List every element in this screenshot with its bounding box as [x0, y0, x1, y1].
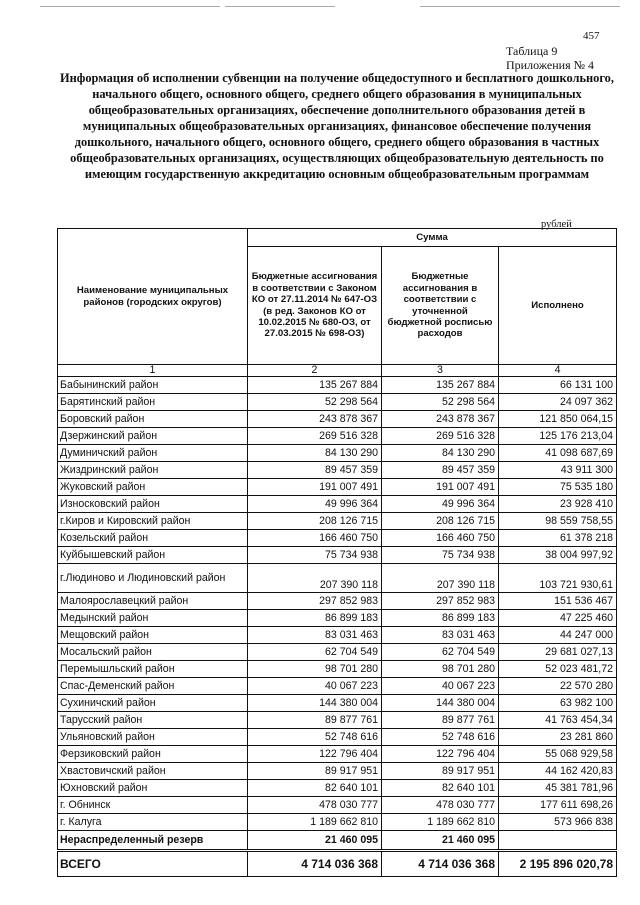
table-row — [58, 445, 617, 462]
column-number: 1 — [58, 365, 248, 377]
executed-cell: 22 570 280 — [499, 678, 617, 695]
subvention-table — [57, 228, 617, 877]
law-allocation-cell: 269 516 328 — [248, 428, 382, 445]
total-revised-allocation: 4 714 036 368 — [382, 851, 499, 877]
district-name: Мосальский район — [58, 644, 248, 661]
law-allocation-cell: 52 748 616 — [248, 729, 382, 746]
executed-cell: 45 381 781,96 — [499, 780, 617, 797]
district-name: Малоярославецкий район — [58, 593, 248, 610]
table-row — [58, 729, 617, 746]
law-allocation-cell: 297 852 983 — [248, 593, 382, 610]
table-label: Таблица 9 — [506, 44, 558, 58]
district-name: Медынский район — [58, 610, 248, 627]
column-header-name: Наименование муниципальных районов (городских округов) — [58, 229, 248, 365]
law-allocation-cell: 52 298 564 — [248, 394, 382, 411]
column-number: 2 — [248, 365, 382, 377]
table-row — [58, 547, 617, 564]
district-name: Перемышльский район — [58, 661, 248, 678]
revised-allocation-cell: 82 640 101 — [382, 780, 499, 797]
executed-cell: 23 928 410 — [499, 496, 617, 513]
revised-allocation-cell: 89 457 359 — [382, 462, 499, 479]
revised-allocation-cell: 89 917 951 — [382, 763, 499, 780]
table-row — [58, 644, 617, 661]
table-row — [58, 678, 617, 695]
table-row — [58, 814, 617, 831]
executed-cell: 75 535 180 — [499, 479, 617, 496]
executed-cell: 177 611 698,26 — [499, 797, 617, 814]
executed-cell: 573 966 838 — [499, 814, 617, 831]
table-row — [58, 746, 617, 763]
law-allocation-cell: 135 267 884 — [248, 377, 382, 394]
district-name: Ульяновский район — [58, 729, 248, 746]
district-name: Спас-Деменский район — [58, 678, 248, 695]
executed-cell: 38 004 997,92 — [499, 547, 617, 564]
district-name: Юхновский район — [58, 780, 248, 797]
revised-allocation-cell: 83 031 463 — [382, 627, 499, 644]
table-row — [58, 712, 617, 729]
law-allocation-cell: 83 031 463 — [248, 627, 382, 644]
revised-allocation-cell: 122 796 404 — [382, 746, 499, 763]
district-name: Барятинский район — [58, 394, 248, 411]
appendix-label: Приложения № 4 — [506, 58, 595, 72]
table-row — [58, 462, 617, 479]
district-name: Козельский район — [58, 530, 248, 547]
total-law-allocation: 4 714 036 368 — [248, 851, 382, 877]
revised-allocation-cell: 135 267 884 — [382, 377, 499, 394]
executed-cell: 41 763 454,34 — [499, 712, 617, 729]
table-row — [58, 695, 617, 712]
executed-cell: 23 281 860 — [499, 729, 617, 746]
executed-cell: 55 068 929,58 — [499, 746, 617, 763]
table-row — [58, 428, 617, 445]
revised-allocation-cell: 144 380 004 — [382, 695, 499, 712]
reserve-revised-allocation: 21 460 095 — [382, 831, 499, 851]
revised-allocation-cell: 208 126 715 — [382, 513, 499, 530]
column-header-law-allocation: Бюджетные ассигнования в соответствии с Законом КО от 27.11.2014 № 647-ОЗ (в ред. Законов КО от 10.02.2015 № 680-ОЗ, от 27.03.2015 № 698-ОЗ) — [248, 247, 382, 365]
table-row — [58, 496, 617, 513]
executed-cell: 121 850 064,15 — [499, 411, 617, 428]
district-name: г. Калуга — [58, 814, 248, 831]
law-allocation-cell: 243 878 367 — [248, 411, 382, 428]
revised-allocation-cell: 84 130 290 — [382, 445, 499, 462]
executed-cell: 66 131 100 — [499, 377, 617, 394]
revised-allocation-cell: 52 748 616 — [382, 729, 499, 746]
scan-artifact-line — [40, 6, 220, 7]
total-name: ВСЕГО — [58, 851, 248, 877]
column-header-revised-allocation: Бюджетные ассигнования в соответствии с уточненной бюджетной росписью расходов — [382, 247, 499, 365]
revised-allocation-cell: 86 899 183 — [382, 610, 499, 627]
revised-allocation-cell: 269 516 328 — [382, 428, 499, 445]
revised-allocation-cell: 191 007 491 — [382, 479, 499, 496]
law-allocation-cell: 49 996 364 — [248, 496, 382, 513]
district-name: г. Обнинск — [58, 797, 248, 814]
law-allocation-cell: 144 380 004 — [248, 695, 382, 712]
executed-cell: 44 162 420,83 — [499, 763, 617, 780]
table-row — [58, 593, 617, 610]
law-allocation-cell: 40 067 223 — [248, 678, 382, 695]
revised-allocation-cell: 207 390 118 — [382, 564, 499, 593]
table-row — [58, 564, 617, 593]
executed-cell: 47 225 460 — [499, 610, 617, 627]
law-allocation-cell: 207 390 118 — [248, 564, 382, 593]
district-name: Хвастовичский район — [58, 763, 248, 780]
table-row — [58, 411, 617, 428]
page-number: 457 — [583, 30, 600, 42]
executed-cell: 43 911 300 — [499, 462, 617, 479]
revised-allocation-cell: 52 298 564 — [382, 394, 499, 411]
law-allocation-cell: 89 877 761 — [248, 712, 382, 729]
law-allocation-cell: 1 189 662 810 — [248, 814, 382, 831]
table-row — [58, 513, 617, 530]
law-allocation-cell: 191 007 491 — [248, 479, 382, 496]
table-row — [58, 479, 617, 496]
district-name: Сухиничский район — [58, 695, 248, 712]
district-name: г.Киров и Кировский район — [58, 513, 248, 530]
law-allocation-cell: 478 030 777 — [248, 797, 382, 814]
executed-cell: 125 176 213,04 — [499, 428, 617, 445]
law-allocation-cell: 84 130 290 — [248, 445, 382, 462]
units-label: рублей — [541, 219, 572, 230]
table-body — [58, 377, 617, 831]
district-name: Жуковский район — [58, 479, 248, 496]
district-name: Куйбышевский район — [58, 547, 248, 564]
scan-artifact-line — [420, 6, 620, 7]
revised-allocation-cell: 243 878 367 — [382, 411, 499, 428]
table-row — [58, 797, 617, 814]
revised-allocation-cell: 478 030 777 — [382, 797, 499, 814]
law-allocation-cell: 62 704 549 — [248, 644, 382, 661]
law-allocation-cell: 89 917 951 — [248, 763, 382, 780]
revised-allocation-cell: 297 852 983 — [382, 593, 499, 610]
revised-allocation-cell: 1 189 662 810 — [382, 814, 499, 831]
table-row — [58, 763, 617, 780]
table-row — [58, 530, 617, 547]
executed-cell: 44 247 000 — [499, 627, 617, 644]
district-name: Дзержинский район — [58, 428, 248, 445]
law-allocation-cell: 86 899 183 — [248, 610, 382, 627]
law-allocation-cell: 75 734 938 — [248, 547, 382, 564]
column-header-sum: Сумма — [248, 229, 617, 247]
district-name: Износковский район — [58, 496, 248, 513]
executed-cell: 29 681 027,13 — [499, 644, 617, 661]
revised-allocation-cell: 98 701 280 — [382, 661, 499, 678]
revised-allocation-cell: 62 704 549 — [382, 644, 499, 661]
law-allocation-cell: 89 457 359 — [248, 462, 382, 479]
reserve-name: Нераспределенный резерв — [58, 831, 248, 851]
table-row — [58, 627, 617, 644]
column-header-executed: Исполнено — [499, 247, 617, 365]
executed-cell: 103 721 930,61 — [499, 564, 617, 593]
revised-allocation-cell: 89 877 761 — [382, 712, 499, 729]
table-row — [58, 394, 617, 411]
total-row — [58, 851, 617, 877]
district-name: Мещовский район — [58, 627, 248, 644]
district-name: Боровский район — [58, 411, 248, 428]
executed-cell: 52 023 481,72 — [499, 661, 617, 678]
law-allocation-cell: 166 460 750 — [248, 530, 382, 547]
executed-cell: 41 098 687,69 — [499, 445, 617, 462]
executed-cell: 63 982 100 — [499, 695, 617, 712]
executed-cell: 151 536 467 — [499, 593, 617, 610]
law-allocation-cell: 98 701 280 — [248, 661, 382, 678]
table-row — [58, 661, 617, 678]
district-name: Тарусский район — [58, 712, 248, 729]
law-allocation-cell: 82 640 101 — [248, 780, 382, 797]
revised-allocation-cell: 40 067 223 — [382, 678, 499, 695]
table-row — [58, 780, 617, 797]
scan-artifact-line — [225, 6, 335, 7]
reserve-law-allocation: 21 460 095 — [248, 831, 382, 851]
district-name: Жиздринский район — [58, 462, 248, 479]
executed-cell: 24 097 362 — [499, 394, 617, 411]
district-name: г.Людиново и Людиновский район — [58, 564, 248, 593]
total-executed: 2 195 896 020,78 — [499, 851, 617, 877]
table-row — [58, 610, 617, 627]
reserve-row — [58, 831, 617, 851]
reserve-executed — [499, 831, 617, 851]
revised-allocation-cell: 166 460 750 — [382, 530, 499, 547]
revised-allocation-cell: 75 734 938 — [382, 547, 499, 564]
district-name: Ферзиковский район — [58, 746, 248, 763]
executed-cell: 98 559 758,55 — [499, 513, 617, 530]
column-number: 3 — [382, 365, 499, 377]
law-allocation-cell: 208 126 715 — [248, 513, 382, 530]
revised-allocation-cell: 49 996 364 — [382, 496, 499, 513]
column-number: 4 — [499, 365, 617, 377]
law-allocation-cell: 122 796 404 — [248, 746, 382, 763]
table-row — [58, 377, 617, 394]
executed-cell: 61 378 218 — [499, 530, 617, 547]
document-title: Информация об исполнении субвенции на получение общедоступного и бесплатного дошкольного, начального общего, основного общего, среднего общего образования в муниципальных общеобразовательных организациях, обеспечение дополнительного образования детей в муниципальных общеобразовательных организациях, финансовое обеспечение получения дошкольного, начального общего, основного общего, среднего общего образования в частных общеобразовательных организациях, осуществляющих общеобразовательную деятельность по имеющим государственную аккредитацию основным общеобразовательным программам — [60, 71, 614, 181]
district-name: Думиничский район — [58, 445, 248, 462]
district-name: Бабынинский район — [58, 377, 248, 394]
